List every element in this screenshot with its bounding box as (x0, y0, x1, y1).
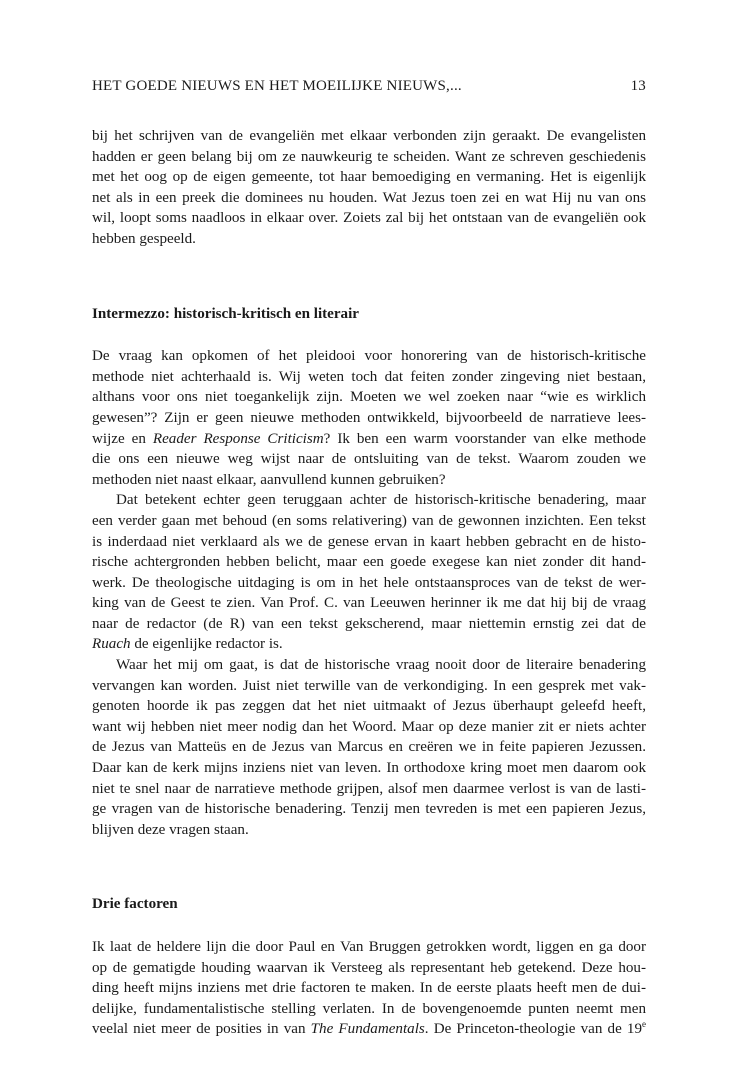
text-line: blijven deze vragen staan. (92, 821, 249, 838)
text-run: veelal niet meer de posities in van (92, 1021, 311, 1038)
paragraph-1 (92, 126, 646, 250)
text-line: ding heeft mijns inziens met drie factoren te maken. In de eerste plaats heeft men de dui- (92, 980, 646, 997)
text-line: die ons een nieuwe weg wijst naar de ontsluiting van de tekst. Waarom zouden we (92, 451, 646, 468)
italic-title: Reader Response Criticism (152, 430, 324, 447)
text-run: . De Princeton-theologie van de 19 (424, 1021, 642, 1038)
text-line: rische achtergronden hebben belicht, maar een goede exegese kan niet zonder dit hand- (92, 554, 646, 571)
text-line (92, 429, 646, 450)
text-line: de Jezus van Matteüs en de Jezus van Marcus en creëren we in feite papieren Jezussen. (92, 739, 646, 756)
text-line: althans voor ons niet toegankelijk zijn. Moeten we wel zoeken naar “wie es wirklich (92, 389, 646, 406)
text-line: naar de redactor (de R) van een tekst gekscherend, maar niettemin ernstig zei dat de (92, 615, 646, 632)
page-number: 13 (630, 78, 646, 94)
text-run: ? Ik ben een warm voorstander van elke methode (323, 430, 646, 447)
section-heading-intermezzo: Intermezzo: historisch-kritisch en literair (92, 305, 360, 322)
text-line: delijke, fundamentalistische stelling verlaten. In de bovengenoemde punten neemt men (92, 1000, 646, 1017)
text-line: hadden er geen belang bij om ze nauwkeurig te scheiden. Want ze schreven geschiedenis (92, 148, 646, 165)
text-line: Daar kan de kerk mijns inziens niet van leven. In orthodoxe kring moet men daarom ook (92, 760, 646, 777)
text-line: op de gematigde houding waarvan ik Versteeg als representant heb getekend. Deze hou- (92, 959, 646, 976)
text-line: methoden niet naast elkaar, aanvullend kunnen gebruiken? (92, 471, 446, 488)
text-line: een verder gaan met behoud (en soms relativering) van de gewonnen inzichten. Een tekst (92, 512, 646, 529)
text-line: is inderdaad niet verklaard als we de genese ervan in kaart hebben gebracht en de histo- (92, 533, 646, 550)
text-line: hebben gespeeld. (92, 230, 196, 247)
text-line: werk. De theologische uitdaging is om in het hele ontstaansproces van de tekst de wer- (92, 574, 646, 591)
text-line: niet te snel naar de narratieve methode grijpen, alsof men daarmee verlost is van de lasti- (92, 780, 646, 797)
text-line (92, 1019, 646, 1040)
running-head (92, 78, 646, 95)
text-line: king van de Geest te zien. Van Prof. C. van Leeuwen herinner ik me dat hij bij de vraag (92, 595, 646, 612)
italic-title: The Fundamentals (310, 1021, 425, 1038)
text-line: gewesen”? Zijn er geen nieuwe methoden ontwikkeld, bijvoorbeeld de narratieve lees- (92, 409, 646, 426)
text-line: net als in een preek die dominees nu houden. Wat Jezus toen zei en wat Hij nu van ons (92, 189, 646, 206)
text-line: genoten hoorde ik pas zeggen dat het niet uitmaakt of Jezus überhaupt geleefd heeft, (92, 698, 646, 715)
superscript: e (642, 1019, 646, 1030)
text-line (92, 634, 646, 655)
italic-word: Ruach (92, 636, 131, 653)
text-run: de eigenlijke redactor is. (130, 636, 283, 653)
text-line: De vraag kan opkomen of het pleidooi voor honorering van de historisch-kritische (92, 348, 646, 365)
paragraph-3 (92, 490, 646, 655)
text-line: Ik laat de heldere lijn die door Paul en Van Bruggen getrokken wordt, liggen en ga door (92, 939, 646, 955)
text-line: Waar het mij om gaat, is dat de historische vraag nooit door de literaire benadering (116, 657, 646, 674)
paragraph-2 (92, 346, 646, 490)
text-line: met het oog op de eigen gemeente, tot haar bemoediging en vermaning. Het is eigenlijk (92, 169, 646, 186)
paragraph-4 (92, 655, 646, 840)
paragraph-5 (92, 937, 646, 1040)
text-line: bij het schrijven van de evangeliën met elkaar verbonden zijn geraakt. De evangelisten (92, 128, 646, 144)
text-line: ge vragen van de historische benadering. Tenzij men tevreden is met een papieren Jezus, (92, 801, 646, 818)
text-line: vervangen kan worden. Juist niet terwille van de verkondiging. In een gesprek met vak- (92, 677, 646, 694)
body-text (92, 126, 646, 1040)
text-line: wil, loopt soms naadloos in elkaar over. Zoiets zal bij het ontstaan van de evangeliën ook (92, 210, 646, 227)
text-line: Dat betekent echter geen teruggaan achter de historisch-kritische benadering, maar (116, 492, 646, 509)
text-line: methode niet achterhaald is. Wij weten toch dat feiten zonder zingeving niet bestaan, (92, 368, 646, 385)
text-line: want wij hebben niet meer nodig dan het Woord. Maar op deze manier zit er niets achter (92, 718, 646, 735)
text-run: wijze en (92, 430, 153, 447)
section-heading-drie-factoren: Drie factoren (92, 896, 178, 913)
running-head-title: HET GOEDE NIEUWS EN HET MOEILIJKE NIEUWS,... (92, 78, 462, 94)
